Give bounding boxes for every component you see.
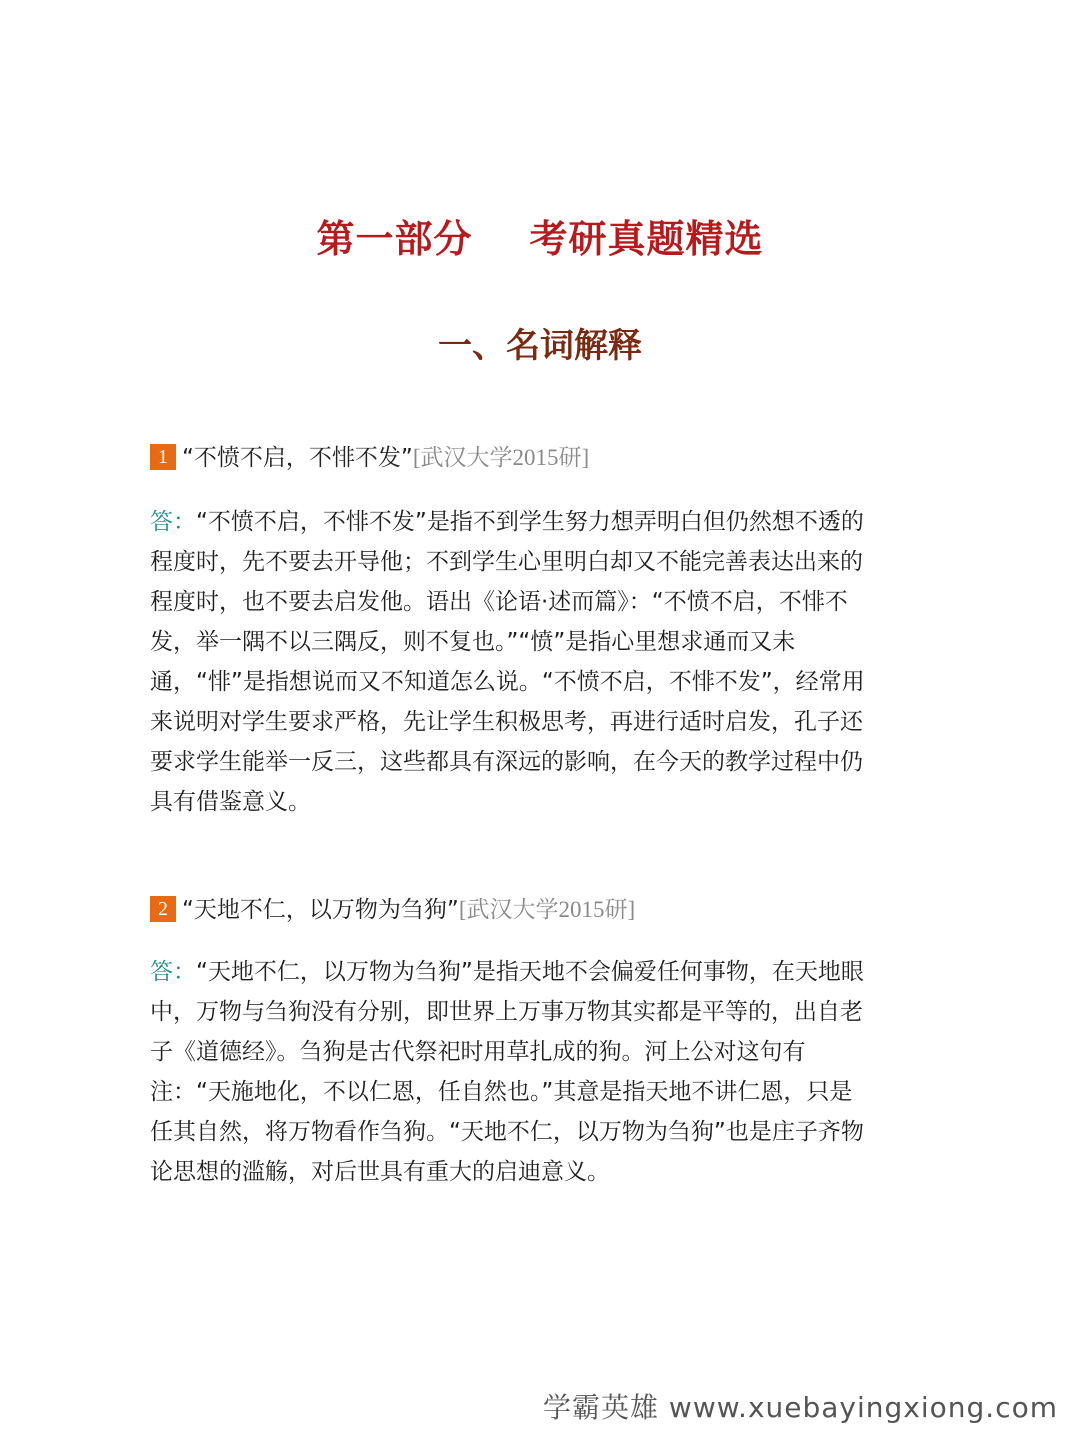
question-number-badge: 2 — [150, 896, 176, 922]
question-term: “不愤不启，不悱不发” — [182, 445, 413, 471]
answer-line: 中，万物与刍狗没有分别，即世界上万事万物其实都是平等的，出自老 — [150, 999, 863, 1025]
answer-line: 来说明对学生要求严格，先让学生积极思考，再进行适时启发，孔子还 — [150, 709, 863, 735]
answer-line: 具有借鉴意义。 — [150, 789, 311, 815]
question-source: [武汉大学2015研] — [412, 445, 590, 470]
answer-line: 论思想的滥觞，对后世具有重大的启迪意义。 — [150, 1159, 610, 1185]
answer-label: 答： — [150, 959, 196, 985]
answer-line: 任其自然，将万物看作刍狗。“天地不仁，以万物为刍狗”也是庄子齐物 — [150, 1119, 864, 1145]
answer-line: 子《道德经》。刍狗是古代祭祀时用草扎成的狗。河上公对这句有 — [150, 1039, 806, 1065]
question-number-badge: 1 — [150, 444, 176, 470]
answer-1 — [150, 502, 930, 822]
answer-label: 答： — [150, 509, 196, 535]
answer-line: 通，“悱”是指想说而又不知道怎么说。“不愤不启，不悱不发”，经常用 — [150, 669, 865, 695]
answer-line: 发，举一隅不以三隅反，则不复也。”“愤”是指心里想求通而又未 — [150, 629, 796, 655]
question-1 — [150, 438, 930, 478]
question-2 — [150, 890, 930, 930]
answer-line: 要求学生能举一反三，这些都具有深远的影响，在今天的教学过程中仍 — [150, 749, 863, 775]
footer-watermark: 学霸英雄 www.xuebayingxiong.com — [543, 1391, 1058, 1424]
answer-line: 程度时，也不要去启发他。语出《论语·述而篇》：“不愤不启，不悱不 — [150, 589, 848, 615]
question-source: [武汉大学2015研] — [458, 897, 636, 922]
answer-line: 答：“不愤不启，不悱不发”是指不到学生努力想弄明白但仍然想不透的 — [150, 509, 864, 535]
answer-2 — [150, 952, 930, 1192]
page-title: 第一部分 考研真题精选 — [316, 217, 764, 261]
answer-line: 程度时，先不要去开导他；不到学生心里明白却又不能完善表达出来的 — [150, 549, 863, 575]
answer-line: 答：“天地不仁，以万物为刍狗”是指天地不会偏爱任何事物，在天地眼 — [150, 959, 864, 985]
question-term: “天地不仁，以万物为刍狗” — [182, 897, 459, 923]
section-title: 一、名词解释 — [438, 326, 642, 366]
answer-line: 注：“天施地化，不以仁恩，任自然也。”其意是指天地不讲仁恩，只是 — [150, 1079, 853, 1105]
